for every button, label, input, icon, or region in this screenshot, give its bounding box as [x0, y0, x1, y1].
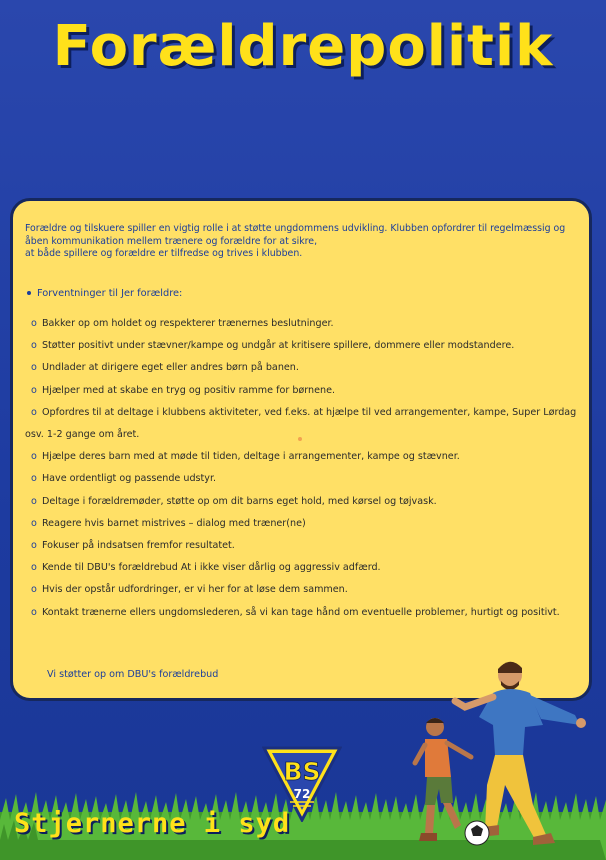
- list-item-text: Fokuser på indsatsen fremfor resultatet.: [41, 540, 235, 552]
- list-item: [31, 357, 593, 379]
- list-item: [31, 446, 593, 468]
- intro-text: [25, 223, 590, 261]
- list-item-text: Støtter positivt under stævner/kampe og undgår at kritisere spillere, dommere eller modstandere.: [41, 340, 515, 352]
- list-item-text: Opfordres til at deltage i klubbens aktiviteter, ved f.eks. at hjælpe til ved arrangementer, kampe, Super Lørdag: [41, 406, 577, 418]
- list-item: [31, 402, 593, 424]
- list-item-text: Hvis der opstår udfordringer, er vi her for at løse dem sammen.: [41, 584, 348, 596]
- list-marker: o: [31, 495, 37, 507]
- list-marker: o: [31, 517, 37, 529]
- list-marker: o: [31, 562, 37, 574]
- intro-line: åben kommunikation mellem trænere og forældre for at sikre,: [25, 235, 318, 247]
- bullet-icon: [27, 291, 31, 295]
- father-son-illustration: [405, 655, 605, 855]
- list-marker: o: [31, 606, 37, 618]
- list-item: [31, 602, 593, 624]
- policy-card: [10, 198, 592, 701]
- list-marker: o: [31, 540, 37, 552]
- list-marker: o: [31, 340, 37, 352]
- list-item-text: Bakker op om holdet og respekterer trænernes beslutninger.: [41, 318, 334, 329]
- list-item-text: Hjælper med at skabe en tryg og positiv ramme for børnene.: [41, 384, 336, 396]
- list-marker: o: [31, 318, 37, 329]
- page-title: Forældrepolitik: [52, 14, 554, 79]
- list-item-text: Hjælpe deres barn med at møde til tiden, deltage i arrangementer, kampe og stævner.: [41, 451, 460, 463]
- expectations-heading: [27, 288, 182, 299]
- list-marker: o: [31, 473, 37, 485]
- list-marker: o: [31, 362, 37, 374]
- list-marker: o: [31, 406, 37, 418]
- list-item: [31, 335, 593, 357]
- list-item-text: Kende til DBU's forældrebud At i ikke viser dårlig og aggressiv adfærd.: [41, 562, 381, 574]
- list-item: [31, 513, 593, 535]
- list-item-text: osv. 1-2 gange om året.: [25, 429, 140, 441]
- support-note: Vi støtter op om DBU's forældrebud: [47, 669, 219, 680]
- list-item-text: Have ordentligt og passende udstyr.: [41, 473, 217, 485]
- expectations-list: [25, 313, 593, 624]
- slogan: Stjernerne i syd: [14, 808, 291, 839]
- list-marker: o: [31, 384, 37, 396]
- list-item: [31, 579, 593, 601]
- list-item-continuation: [25, 424, 593, 446]
- list-item-text: Reagere hvis barnet mistrives – dialog med træner(ne): [41, 517, 306, 529]
- decorative-dot: [298, 437, 302, 441]
- list-item-text: Deltage i forældremøder, støtte op om dit barns eget hold, med kørsel og tøjvask.: [41, 495, 437, 507]
- list-item: [31, 313, 593, 335]
- list-item: [31, 535, 593, 557]
- list-marker: o: [31, 451, 37, 463]
- intro-line: Forældre og tilskuere spiller en vigtig rolle i at støtte ungdommens udvikling. Klubben opfordrer til regelmæssig og: [25, 223, 566, 234]
- logo-number: 72: [293, 787, 311, 801]
- list-marker: o: [31, 584, 37, 596]
- list-item-text: Kontakt trænerne ellers ungdomslederen, så vi kan tage hånd om eventuelle problemer, hurtigt og positivt.: [41, 606, 560, 618]
- list-item: [31, 557, 593, 579]
- list-item-text: Undlader at dirigere eget eller andres børn på banen.: [41, 362, 299, 374]
- list-item: [31, 468, 593, 490]
- expectations-heading-text: Forventninger til Jer forældre:: [37, 288, 183, 299]
- list-item: [31, 491, 593, 513]
- intro-line: at både spillere og forældre er tilfredse og trives i klubben.: [25, 248, 303, 259]
- list-item: [31, 380, 593, 402]
- logo-letters: BS: [283, 757, 321, 786]
